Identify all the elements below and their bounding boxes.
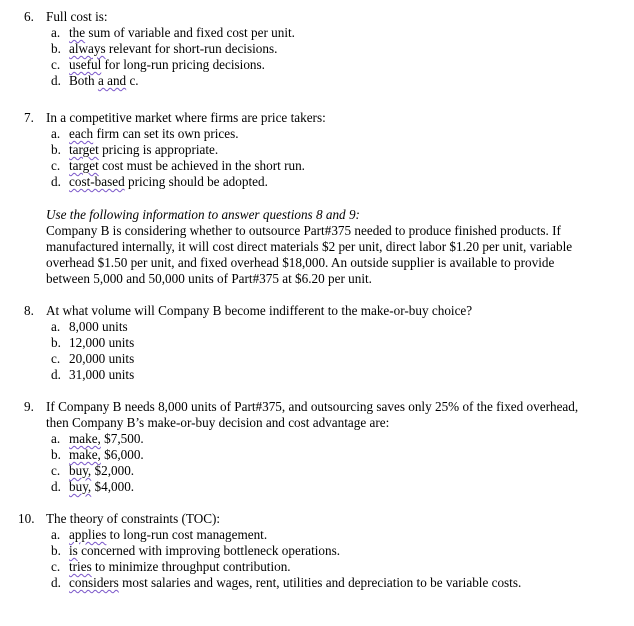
- grammar-flag: buy,: [69, 479, 92, 494]
- option-c: c. buy, $2,000.: [51, 463, 135, 478]
- option-d: d. cost-based pricing should be adopted.: [51, 174, 268, 189]
- option-b: b. always relevant for short-run decisions.: [51, 41, 278, 56]
- grammar-flag: always: [69, 41, 106, 56]
- option-b: b. target pricing is appropriate.: [51, 142, 219, 157]
- option-a: a. each firm can set its own prices.: [51, 126, 239, 141]
- option-a: a. 8,000 units: [51, 319, 128, 334]
- option-a: a. applies to long-run cost management.: [51, 527, 268, 542]
- information-intro: Use the following information to answer questions 8 and 9:: [46, 207, 360, 222]
- question-8: [24, 303, 621, 383]
- grammar-flag: target: [69, 158, 99, 173]
- question-number: 8.: [24, 303, 34, 318]
- grammar-flag: make,: [69, 431, 101, 446]
- option-c: c. target cost must be achieved in the short run.: [51, 158, 305, 173]
- question-7: [24, 110, 621, 190]
- option-c: c. 20,000 units: [51, 351, 135, 366]
- question-9: [24, 399, 621, 495]
- grammar-flag: the: [69, 25, 86, 40]
- grammar-flag: a and: [97, 73, 127, 88]
- question-stem: If Company B needs 8,000 units of Part#375, and outsourcing saves only 25% of the fixed overhead, then Company B’s make-or-buy decision and cost advantage are:: [46, 399, 579, 430]
- question-stem: Full cost is:: [46, 9, 108, 24]
- option-a: a. make, $7,500.: [51, 431, 144, 446]
- option-d: d. 31,000 units: [51, 367, 135, 382]
- option-d: d. considers most salaries and wages, rent, utilities and depreciation to be variable costs.: [51, 575, 522, 590]
- question-6: [24, 9, 621, 89]
- option-a: a. the sum of variable and fixed cost per unit.: [51, 25, 295, 40]
- grammar-flag: useful: [69, 57, 102, 72]
- grammar-flag: make,: [69, 447, 101, 462]
- grammar-flag: applies: [69, 527, 107, 542]
- question-10: [18, 511, 621, 591]
- grammar-flag: considers: [69, 575, 119, 590]
- option-c: c. useful for long-run pricing decisions.: [51, 57, 265, 72]
- grammar-flag: target: [69, 142, 99, 157]
- shared-information: [46, 207, 592, 287]
- grammar-flag: each: [69, 126, 94, 141]
- grammar-flag: is: [69, 543, 78, 558]
- option-d: d. buy, $4,000.: [51, 479, 135, 494]
- option-d: d. Both a and c.: [51, 73, 139, 88]
- option-c: c. tries to minimize throughput contribution.: [51, 559, 291, 574]
- question-number: 9.: [24, 399, 34, 414]
- option-b: b. is concerned with improving bottleneck operations.: [51, 543, 341, 558]
- question-number: 7.: [24, 110, 34, 125]
- question-stem: In a competitive market where firms are price takers:: [46, 110, 326, 125]
- question-number: 10.: [18, 511, 35, 526]
- question-number: 6.: [24, 9, 34, 24]
- option-b: b. make, $6,000.: [51, 447, 144, 462]
- option-b: b. 12,000 units: [51, 335, 135, 350]
- grammar-flag: cost-based: [69, 174, 125, 189]
- grammar-flag: tries: [69, 559, 92, 574]
- grammar-flag: buy,: [69, 463, 92, 478]
- question-stem: The theory of constraints (TOC):: [46, 511, 221, 526]
- information-body: Company B is considering whether to outsource Part#375 needed to produce finished products. If manufactured internally, it will cost direct materials $2 per unit, direct labor $1.20 per unit, variable overhead $1.50 per unit, and fixed overhead $18,000. An outside supplier is available to provide between 5,000 and 50,000 units of Part#375 at $6.20 per unit.: [46, 223, 573, 286]
- question-stem: At what volume will Company B become indifferent to the make-or-buy choice?: [46, 303, 473, 318]
